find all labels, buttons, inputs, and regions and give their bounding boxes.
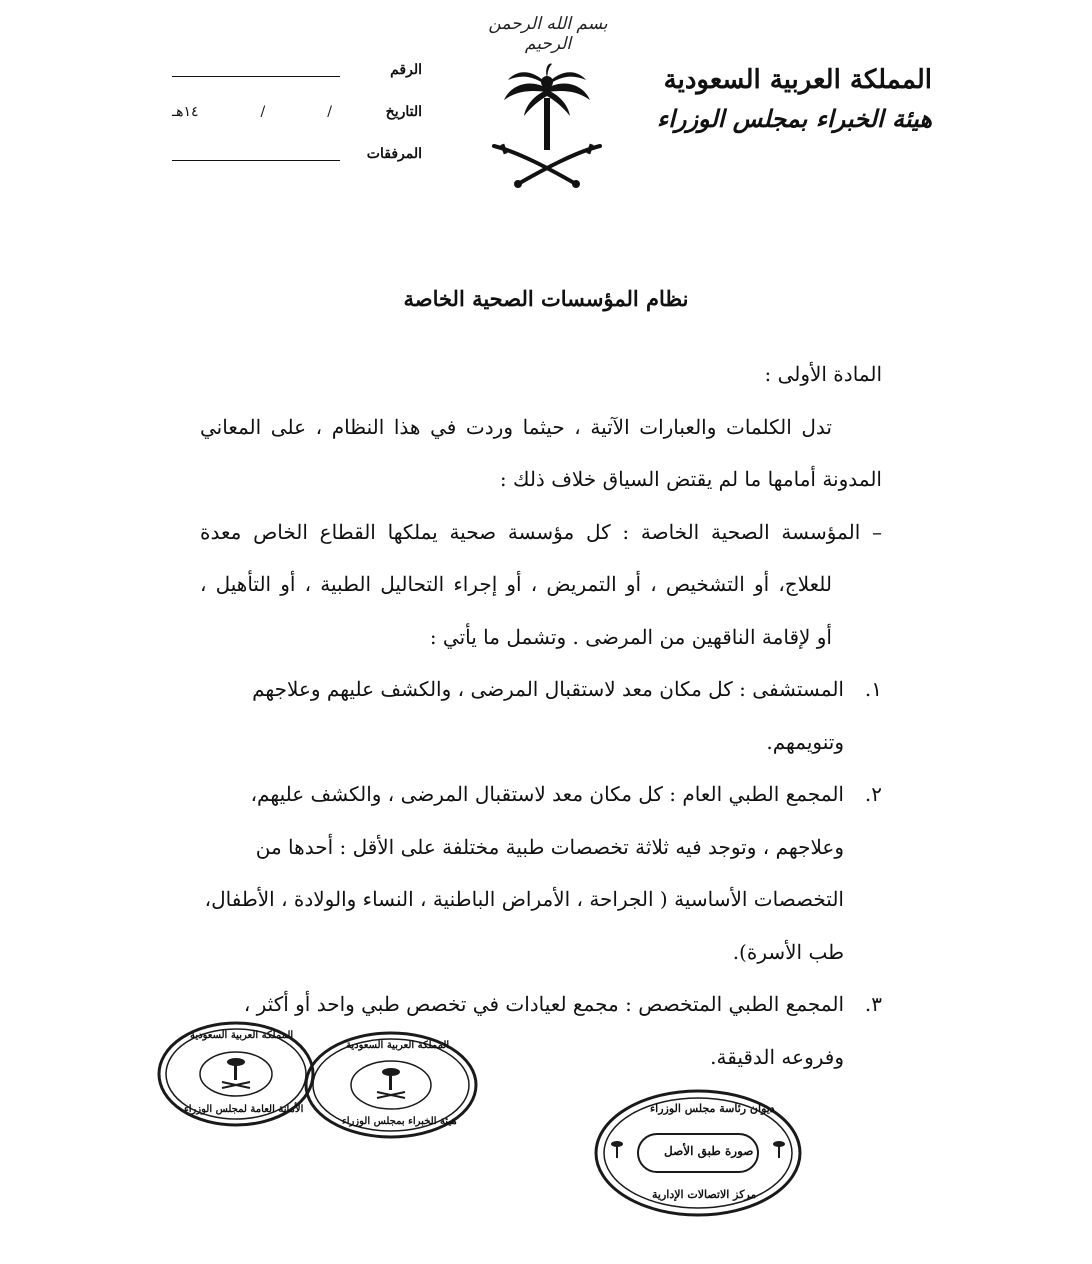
document-body bbox=[200, 348, 882, 1083]
attachments-label: المرفقات bbox=[366, 146, 422, 162]
definition-line-1: – المؤسسة الصحية الخاصة : كل مؤسسة صحية يملكها القطاع الخاص معدة bbox=[200, 519, 882, 544]
official-stamp-experts-commission bbox=[302, 1030, 480, 1140]
reference-row bbox=[172, 62, 422, 104]
definition-line-2: للعلاج، أو التشخيص ، أو التمريض ، أو إجراء التحاليل الطبية ، أو التأهيل ، bbox=[200, 572, 832, 596]
stamp1-top-text: المملكة العربية السعودية bbox=[190, 1030, 294, 1041]
intro-line-1: تدل الكلمات والعبارات الآتية ، حيثما وردت في هذا النظام ، على المعاني bbox=[200, 414, 832, 439]
definition-line-3: أو لإقامة الناقهين من المرضى . وتشمل ما يأتي : bbox=[429, 624, 832, 649]
item-text: المجمع الطبي العام : كل مكان معد لاستقبال المرضى ، والكشف عليهم، وعلاجهم ، وتوجد فيه ثلاثة تخصصات طبية مختلفة على الأقل : أحدها من التخصصات الأساسية ( الجراحة ، الأمراض الباطنية ، النساء والولادة ، الأطفال، طب الأسرة). bbox=[204, 782, 844, 964]
item-number: ٣. bbox=[864, 992, 882, 1016]
letter-meta-fields bbox=[172, 62, 422, 188]
reference-label: الرقم bbox=[390, 62, 422, 78]
reference-line bbox=[172, 76, 340, 77]
organization-header bbox=[612, 60, 932, 138]
stamp3-bottom-text: مركز الاتصالات الإدارية bbox=[652, 1188, 757, 1201]
saudi-emblem-icon bbox=[488, 60, 608, 190]
date-sep-2: / bbox=[260, 104, 266, 120]
item-text: المجمع الطبي المتخصص : مجمع لعيادات في تخصص طبي واحد أو أكثر ، وفروعه الدقيقة. bbox=[243, 992, 844, 1069]
article-heading: المادة الأولى : bbox=[764, 362, 882, 386]
date-year-suffix: ١٤هـ bbox=[172, 104, 199, 120]
item-text: المستشفى : كل مكان معد لاستقبال المرضى ، والكشف عليهم وعلاجهم وتنويمهم. bbox=[252, 677, 844, 754]
stamp1-bottom-text: الأمانة العامة لمجلس الوزراء bbox=[184, 1104, 304, 1115]
document-title: نظام المؤسسات الصحية الخاصة bbox=[403, 286, 689, 311]
date-sep-1: / bbox=[327, 104, 332, 120]
date-row bbox=[172, 104, 422, 146]
stamp3-middle-text: صورة طبق الأصل bbox=[664, 1144, 754, 1158]
attachments-line bbox=[172, 160, 340, 161]
item-number: ٢. bbox=[864, 782, 882, 806]
stamp2-top-text: المملكة العربية السعودية bbox=[346, 1040, 450, 1051]
org-name-line2: هيئة الخبراء بمجلس الوزراء bbox=[656, 104, 932, 133]
stamp3-top-text: ديوان رئاسة مجلس الوزراء bbox=[650, 1102, 775, 1115]
bismillah-header: بسم الله الرحمن الرحيم bbox=[488, 14, 608, 54]
stamp2-bottom-text: هيئة الخبراء بمجلس الوزراء bbox=[342, 1116, 457, 1127]
list-item bbox=[200, 768, 882, 978]
date-label: التاريخ bbox=[385, 104, 422, 120]
item-number: ١. bbox=[864, 677, 882, 701]
official-stamp-cabinet-office bbox=[592, 1088, 804, 1218]
list-item bbox=[200, 663, 882, 768]
attachments-row bbox=[172, 146, 422, 188]
org-name-line1: المملكة العربية السعودية bbox=[663, 65, 932, 95]
intro-line-2: المدونة أمامها ما لم يقتض السياق خلاف ذلك : bbox=[499, 467, 882, 491]
official-stamp-general-secretariat bbox=[156, 1020, 316, 1128]
date-slots bbox=[172, 104, 332, 120]
